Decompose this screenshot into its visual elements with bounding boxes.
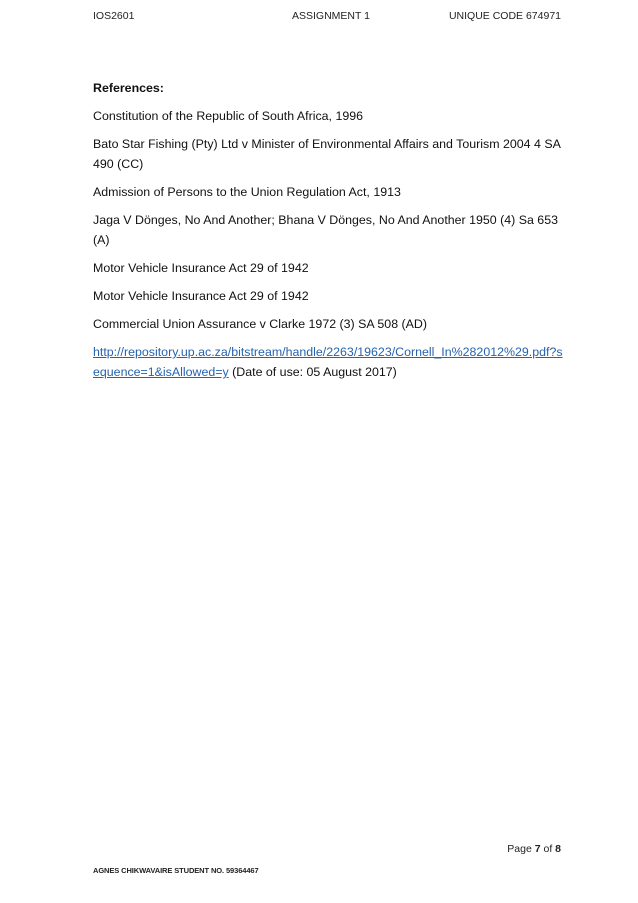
- page-number: [507, 843, 561, 855]
- page-total: 8: [555, 843, 561, 855]
- reference-item: Motor Vehicle Insurance Act 29 of 1942: [93, 261, 309, 275]
- header-unique-code: UNIQUE CODE 674971: [448, 10, 561, 22]
- page-prefix: Page: [507, 843, 535, 855]
- reference-link-item: [93, 342, 563, 382]
- references-heading: References:: [93, 81, 164, 95]
- reference-link-date: (Date of use: 05 August 2017): [228, 365, 397, 379]
- references-section: [93, 78, 563, 390]
- page-of: of: [540, 843, 556, 855]
- reference-link[interactable]: http://repository.up.ac.za/bitstream/handle/2263/19623/Cornell_In%282012%29.pdf?sequence=1&isAllowed=y: [93, 345, 563, 379]
- header-assignment: ASSIGNMENT 1: [292, 10, 370, 22]
- page-header: [93, 10, 561, 28]
- reference-item: Bato Star Fishing (Pty) Ltd v Minister of Environmental Affairs and Tourism 2004 4 SA 490 (CC): [93, 137, 561, 171]
- reference-item: Commercial Union Assurance v Clarke 1972 (3) SA 508 (AD): [93, 317, 427, 331]
- reference-item: Admission of Persons to the Union Regulation Act, 1913: [93, 185, 401, 199]
- reference-item: Constitution of the Republic of South Africa, 1996: [93, 109, 364, 123]
- footer-student-info: AGNES CHIKWAVAIRE STUDENT NO. 59364467: [93, 866, 259, 875]
- reference-item: Jaga V Dönges, No And Another; Bhana V Dönges, No And Another 1950 (4) Sa 653 (A): [93, 213, 558, 247]
- reference-item: Motor Vehicle Insurance Act 29 of 1942: [93, 289, 309, 303]
- header-course-code: IOS2601: [93, 10, 135, 22]
- page-current: 7: [534, 843, 541, 855]
